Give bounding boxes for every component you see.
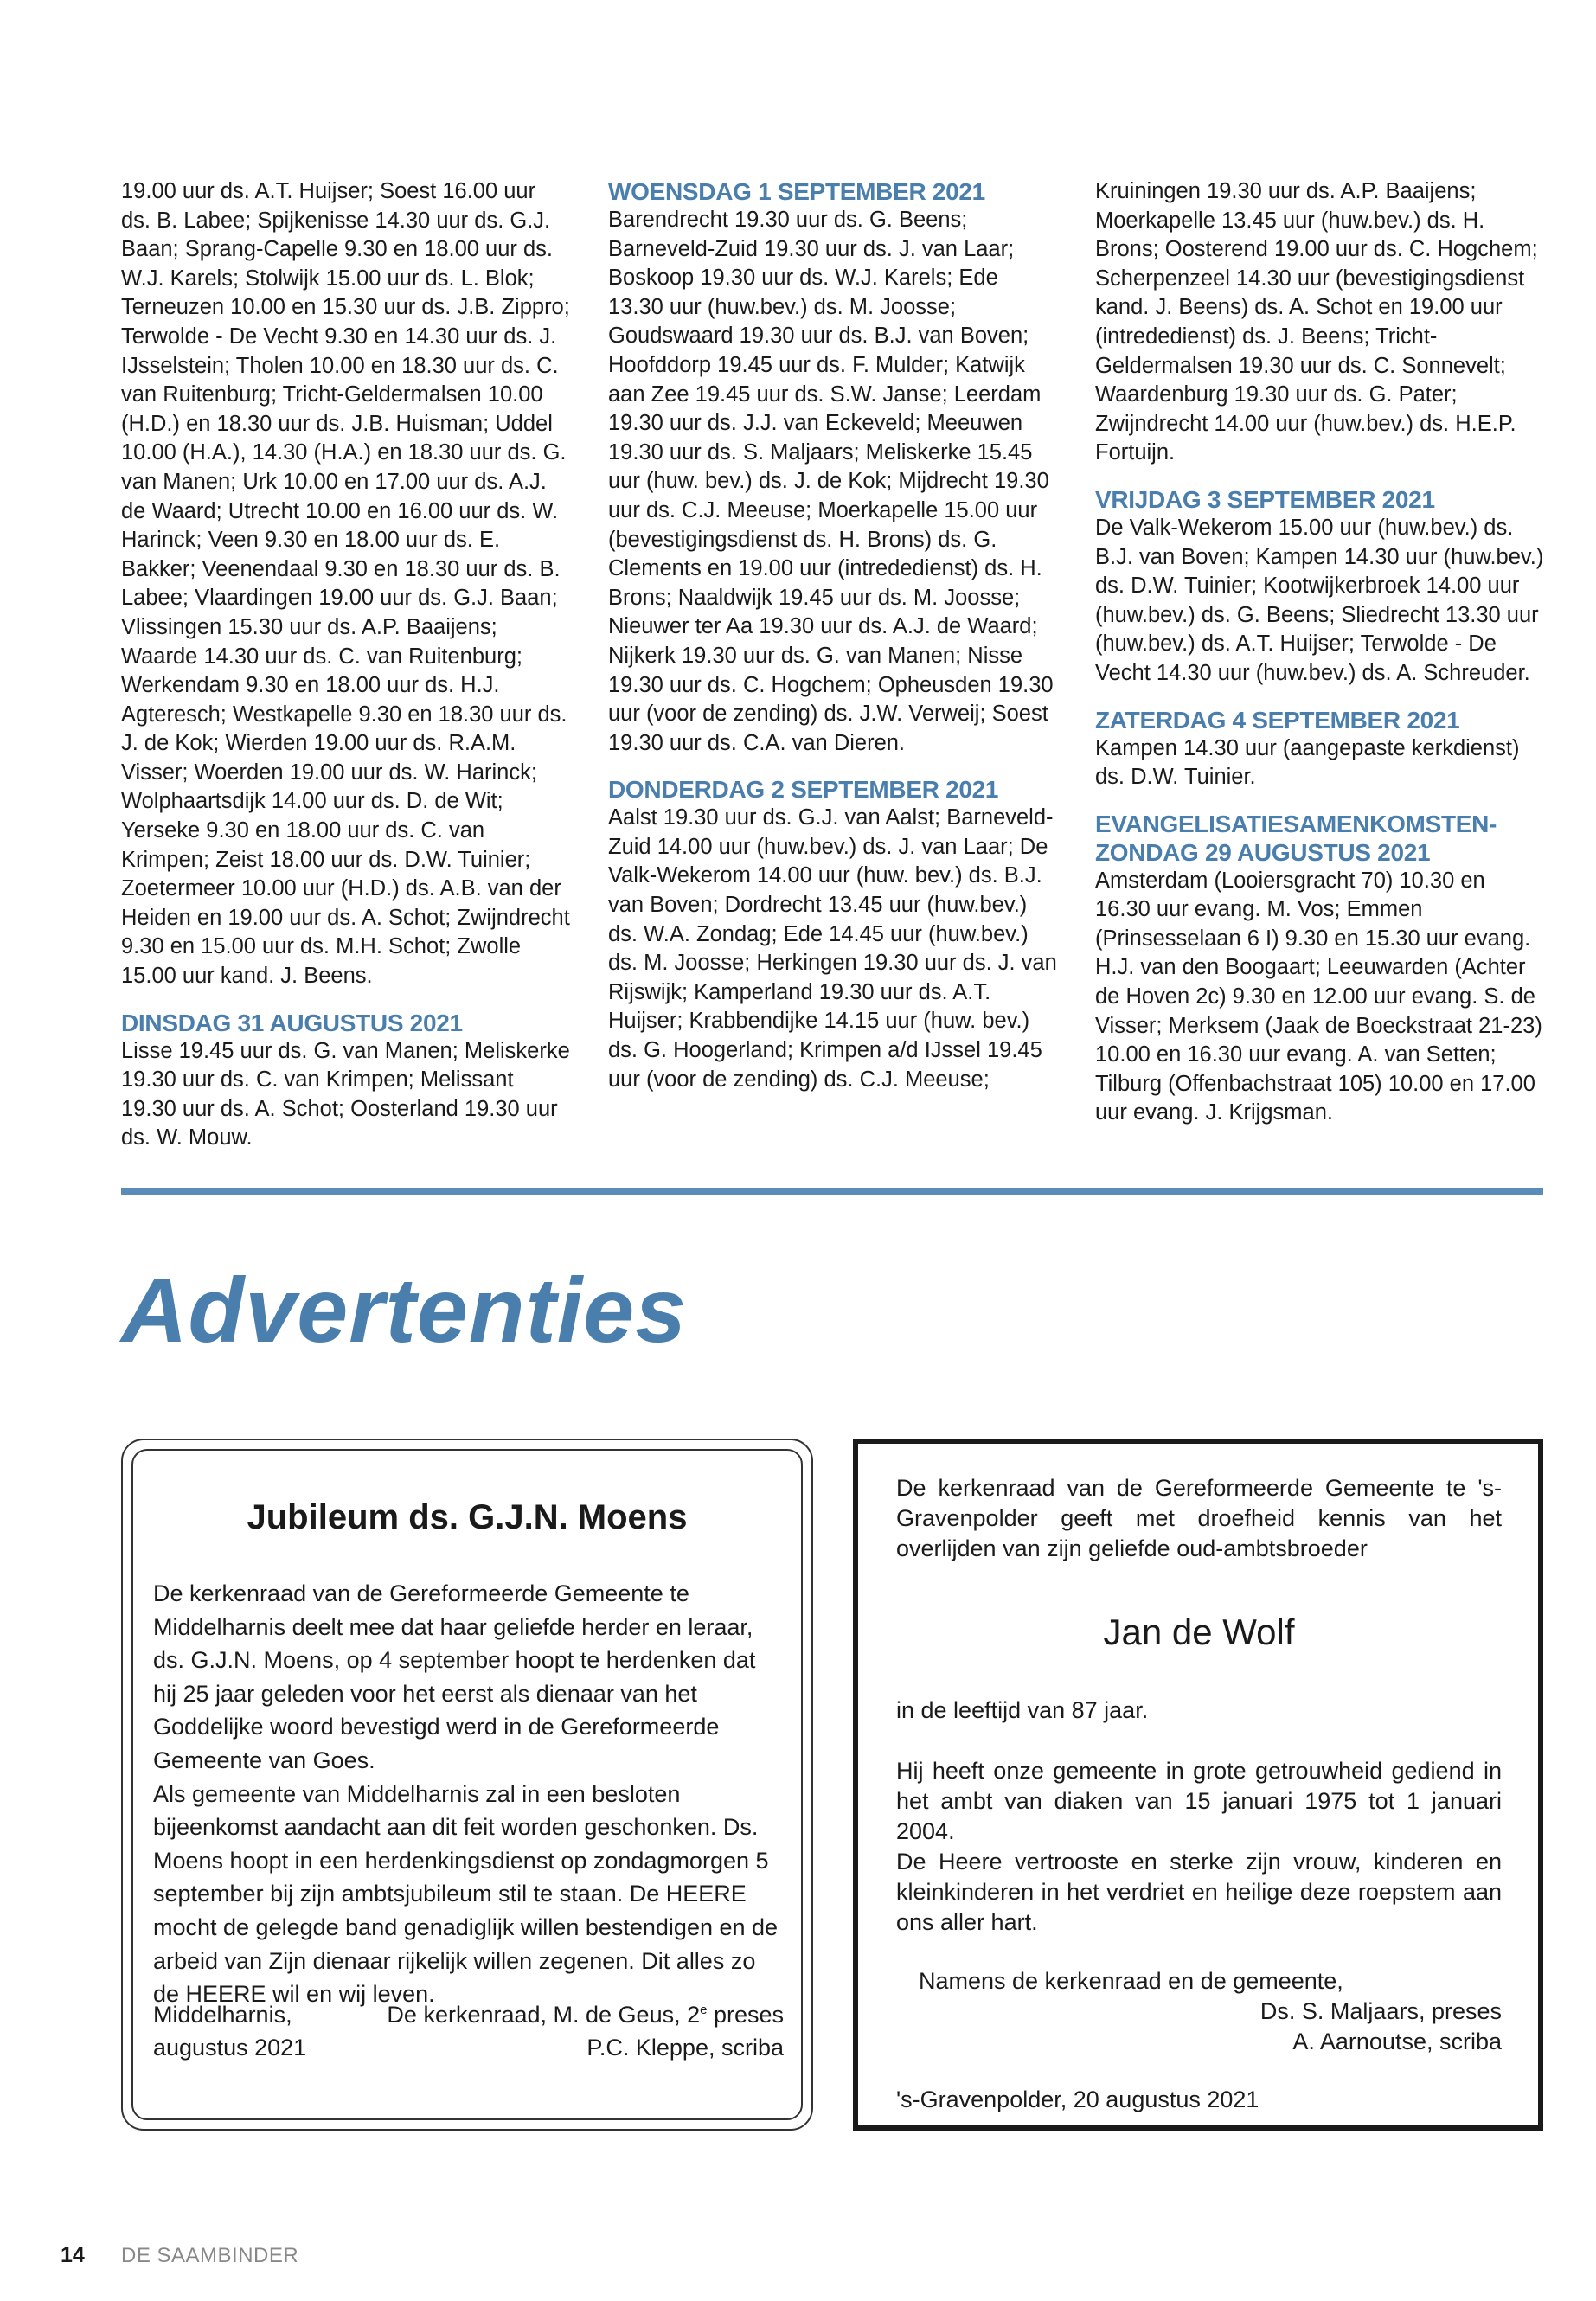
obituary-ad-signature-2: A. Aarnoutse, scriba <box>1292 2029 1502 2054</box>
jubilee-ad-signatures <box>372 1998 784 2064</box>
obituary-ad-intro: De kerkenraad van de Gereformeerde Gemeente te 's-Gravenpolder geeft met droefheid kennis van het overlijden van zijn geliefde oud-ambtsbroeder <box>896 1475 1502 1561</box>
day-heading: DONDERDAG 2 SEPTEMBER 2021 <box>608 776 999 804</box>
jubilee-ad-paragraph: De kerkenraad van de Gereformeerde Gemeente te Middelharnis deelt mee dat haar geliefde herder en leraar, ds. G.J.N. Moens, op 4 september hoopt te herdenken dat hij 25 jaar geleden voor het eerst als dienaar van het Goddelijke woord bevestigd werd in de Gereformeerde Gemeente van Goes. <box>153 1580 756 1773</box>
schedule-text: Kruiningen 19.30 uur ds. A.P. Baaijens; Moerkapelle 13.45 uur (huw.bev.) ds. H. Brons; Oosterend 19.00 uur ds. C. Hogchem; Scherpenzeel 14.30 uur (bevestigingsdienst kand. J. Beens) ds. A. Schot en 19.00 uur (intrededienst) ds. J. Beens; Tricht-Geldermalsen 19.30 uur ds. C. Sonnevelt; Waardenburg 19.30 uur ds. G. Pater; Zwijndrecht 14.00 uur (huw.bev.) ds. H.E.P. Fortuijn. <box>1095 179 1538 465</box>
obituary-ad-place-date: 's-Gravenpolder, 20 augustus 2021 <box>896 2086 1259 2112</box>
jubilee-ad-body <box>153 1577 785 2011</box>
schedule-column-3 <box>1095 177 1545 1128</box>
day-heading: WOENSDAG 1 SEPTEMBER 2021 <box>608 178 985 205</box>
page-number: 14 <box>61 2243 85 2267</box>
jubilee-ad-place: Middelharnis, <box>153 2002 292 2028</box>
day-heading: ZATERDAG 4 SEPTEMBER 2021 <box>1095 706 1460 734</box>
schedule-column-2 <box>608 177 1058 1094</box>
schedule-column-1 <box>121 177 571 1153</box>
schedule-text: Aalst 19.30 uur ds. G.J. van Aalst; Barneveld-Zuid 14.00 uur (huw.bev.) ds. J. van Laar; De Valk-Wekerom 14.00 uur (huw. bev.) ds. B.J. van Boven; Dordrecht 13.45 uur (huw.bev.) ds. W.A. Zondag; Ede 14.45 uur (huw.bev.) ds. M. Joosse; Herkingen 19.30 uur ds. J. van Rijswijk; Kamperland 19.30 uur ds. A.T. Huijser; Krabbendijke 14.15 uur (huw. bev.) ds. G. Hoogerland; Krimpen a/d IJssel 19.45 uur (voor de zending) ds. C.J. Meeuse; <box>608 805 1057 1092</box>
schedule-text: Kampen 14.30 uur (aangepaste kerkdienst) ds. D.W. Tuinier. <box>1095 735 1520 790</box>
obituary-ad-age: in de leeftijd van 87 jaar. <box>896 1697 1149 1723</box>
schedule-text: Amsterdam (Looiersgracht 70) 10.30 en 16.30 uur evang. M. Vos; Emmen (Prinsesselaan 6 I) 9.30 en 15.30 uur evang. H.J. van den Boogaart; Leeuwarden (Achter de Hoven 2c) 9.30 en 12.00 uur evang. S. de Visser; Merksem (Jaak de Boeckstraat 21-23) 10.00 en 16.30 uur evang. A. van Setten; Tilburg (Offenbachstraat 105) 10.00 en 17.00 uur evang. J. Krijgsman. <box>1095 868 1542 1125</box>
obituary-ad-service: Hij heeft onze gemeente in grote getrouwheid gediend in het ambt van diaken van 15 januari 1975 tot 1 januari 2004. <box>896 1758 1502 1844</box>
schedule-text: De Valk-Wekerom 15.00 uur (huw.bev.) ds. B.J. van Boven; Kampen 14.30 uur (huw.bev.) ds. D.W. Tuinier; Kootwijkerbroek 14.00 uur (huw.bev.) ds. G. Beens; Sliedrecht 13.30 uur (huw.bev.) ds. A.T. Huijser; Terwolde - De Vecht 14.30 uur (huw.bev.) ds. A. Schreuder. <box>1095 515 1544 685</box>
obituary-ad-comfort: De Heere vertrooste en sterke zijn vrouw, kinderen en kleinkinderen in het verdriet en heilige deze roepstem aan ons aller hart. <box>896 1849 1502 1935</box>
jubilee-ad-date: augustus 2021 <box>153 2035 307 2061</box>
jubilee-ad-signature-1: De kerkenraad, M. de Geus, 2e preses <box>387 2002 784 2028</box>
jubilee-ad-paragraph: Als gemeente van Middelharnis zal in een besloten bijeenkomst aandacht aan dit feit worden geschonken. Ds. Moens hoopt in een herdenkingsdienst op zondagmorgen 5 september bij zijn ambtsjubileum stil te staan. De HEERE mocht de gelegde band genadiglijk willen bestendigen en de arbeid van Zijn dienaar rijkelijk willen zegenen. Dit alles zo de HEERE wil en wij leven. <box>153 1780 779 2008</box>
day-heading: EVANGELISATIESAMENKOMSTEN-ZONDAG 29 AUGUSTUS 2021 <box>1095 810 1497 866</box>
schedule-text: 19.00 uur ds. A.T. Huijser; Soest 16.00 uur ds. B. Labee; Spijkenisse 14.30 uur ds. G.J. Baan; Sprang-Capelle 9.30 en 18.00 uur ds. W.J. Karels; Stolwijk 15.00 uur ds. L. Blok; Terneuzen 10.00 en 15.30 uur ds. J.B. Zippro; Terwolde - De Vecht 9.30 en 14.30 uur ds. J. IJsselstein; Tholen 10.00 en 18.30 uur ds. C. van Ruitenburg; Tricht-Geldermalsen 10.00 (H.D.) en 18.30 uur ds. J.B. Huisman; Uddel 10.00 (H.A.), 14.30 (H.A.) en 18.30 uur ds. G. van Manen; Urk 10.00 en 17.00 uur ds. A.J. de Waard; Utrecht 10.00 en 16.00 uur ds. W. Harinck; Veen 9.30 en 18.00 uur ds. E. Bakker; Veenendaal 9.30 en 18.30 uur ds. B. Labee; Vlaardingen 19.00 uur ds. G.J. Baan; Vlissingen 15.30 uur ds. A.P. Baaijens; Waarde 14.30 uur ds. C. van Ruitenburg; Werkendam 9.30 en 18.00 uur ds. H.J. Agteresch; Westkapelle 9.30 en 18.30 uur ds. J. de Kok; Wierden 19.00 uur ds. R.A.M. Visser; Woerden 19.00 uur ds. W. Harinck; Wolphaartsdijk 14.00 uur ds. D. de Wit; Yerseke 9.30 en 18.00 uur ds. C. van Krimpen; Zeist 18.00 uur ds. D.W. Tuinier; Zoetermeer 10.00 uur (H.D.) ds. A.B. van der Heiden en 19.00 uur ds. A. Schot; Zwijndrecht 9.30 en 15.00 uur ds. M.H. Schot; Zwolle 15.00 uur kand. J. Beens. <box>121 179 570 989</box>
schedule-text: Barendrecht 19.30 uur ds. G. Beens; Barneveld-Zuid 19.30 uur ds. J. van Laar; Boskoop 19.30 uur ds. W.J. Karels; Ede 13.30 uur (huw.bev.) ds. M. Joosse; Goudswaard 19.30 uur ds. B.J. van Boven; Hoofddorp 19.45 uur ds. F. Mulder; Katwijk aan Zee 19.45 uur ds. S.W. Janse; Leerdam 19.30 uur ds. J.J. van Eckeveld; Meeuwen 19.30 uur ds. S. Maljaars; Meliskerke 15.45 uur (huw. bev.) ds. J. de Kok; Mijdrecht 19.30 uur ds. C.J. Meeuse; Moerkapelle 15.00 uur (bevestigingsdienst ds. H. Brons) ds. G. Clements en 19.00 uur (intrededienst) ds. H. Brons; Naaldwijk 19.45 uur ds. M. Joosse; Nieuwer ter Aa 19.30 uur ds. A.J. de Waard; Nijkerk 19.30 uur ds. G. van Manen; Nisse 19.30 uur ds. C. Hogchem; Opheusden 19.30 uur (voor de zending) ds. J.W. Verweij; Soest 19.30 uur ds. C.A. van Dieren. <box>608 208 1054 755</box>
obituary-ad-sign-intro: Namens de kerkenraad en de gemeente, <box>919 1968 1343 1994</box>
obituary-ad-signature-1: Ds. S. Maljaars, preses <box>1259 1998 1502 2024</box>
section-title: Advertenties <box>121 1259 688 1362</box>
day-heading: VRIJDAG 3 SEPTEMBER 2021 <box>1095 485 1435 513</box>
obituary-ad-name: Jan de Wolf <box>1103 1612 1295 1652</box>
jubilee-ad-place-date <box>153 1998 306 2064</box>
publication-name: DE SAAMBINDER <box>121 2244 299 2267</box>
day-heading: DINSDAG 31 AUGUSTUS 2021 <box>121 1009 463 1036</box>
jubilee-ad-title: Jubileum ds. G.J.N. Moens <box>247 1498 688 1536</box>
section-divider <box>121 1188 1543 1195</box>
schedule-text: Lisse 19.45 uur ds. G. van Manen; Meliskerke 19.30 uur ds. C. van Krimpen; Melissant 19.30 uur ds. A. Schot; Oosterland 19.30 uur ds. W. Mouw. <box>121 1038 570 1150</box>
jubilee-ad-signature-2: P.C. Kleppe, scriba <box>586 2035 784 2061</box>
